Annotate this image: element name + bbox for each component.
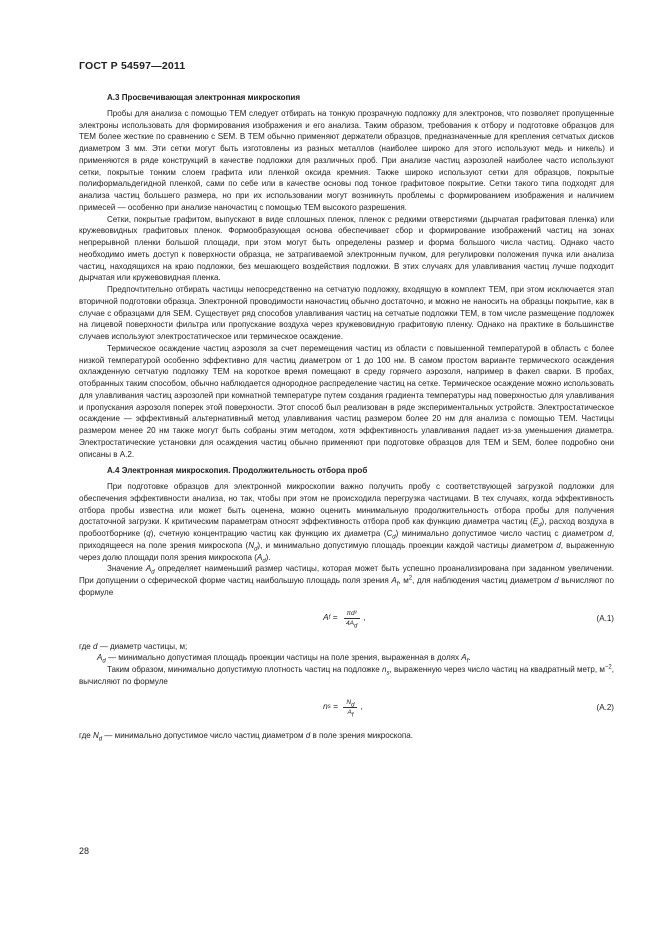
paragraph: Таким образом, минимально допустимую плотность частиц на подложке $n_s$, выраженную через число частиц на квадратный метр, $м^{-2}$, вычисляют по формуле	[79, 664, 614, 686]
document-header: ГОСТ Р 54597—2011	[79, 60, 186, 72]
paragraph: Сетки, покрытые графитом, выпускают в виде сплошных пленок, пленок с редкими отверстиями (дырчатая графитовая пленка) или кружевовидных графитовых пленок. Формообразующая основа обеспечивает сбор и формирование изображений частиц на зонах непрерывной пленки большой площади, при этом могут быть определены размер и форма большого числа частиц. Однако часто необходимо иметь доступ к поверхности образца, не затрагиваемой электронным пучком, для регулировки положения пучка или анализа частиц, находящихся на краю подложки, без мешающего воздействия подложки. В этих случаях для улавливания частиц лучше подходит дырчатая или кружевовидная пленка.	[79, 214, 614, 283]
definition: $A_d$ — минимально допустимая площадь проекции частицы на поле зрения, выраженная в долях $A_f$.	[97, 653, 471, 665]
definition: где d — диаметр частицы, м;	[79, 641, 188, 651]
formula-a2: n s = $\frac{N_d}{A_f}$ , (А.2)	[323, 698, 614, 718]
definition: где $N_d$ — минимально допустимое число частиц диаметром d в поле зрения микроскопа.	[79, 730, 413, 743]
paragraph: При подготовке образцов для электронной микроскопии важно получить пробу с соответствующей загрузкой подложки для обеспечения эффективности анализа, но так, чтобы при этом не происходила перегрузка частицами. В тех случаях, когда эффективность отбора пробы известна или может быть оценена, можно оценить минимальную продолжительность отбора пробы для получения достаточной загрузки. К критическим параметрам относят эффективность отбора проб как функцию диаметра частиц $(E_d)$, расход воздуха в пробоотборнике (q), счетную концентрацию частиц как функцию их диаметра $(C_d)$ минимально допустимое число частиц с диаметром d, приходящееся на поле зрения микроскопа $(N_d)$, и минимально допустимую площадь проекции каждой частицы диаметром d, выраженную через долю площади поля зрения микроскопа $(A_d)$.	[79, 482, 614, 565]
paragraph: Пробы для анализа с помощью ТЕМ следует отбирать на тонкую прозрачную подложку для электронов, что позволяет пропущенные электроны использовать для формирования изображения и его анализа. Таким образом, требования к отбору и подготовке образцов для ТЕМ более жесткие по сравнению с SEM. В ТЕМ обычно применяют держатели образцов, предназначенные для крепления сетчатых дисков диаметром 3 мм. Эти сетки могут быть изготовлены из разных металлов (наиболее широко для этого используют медь и никель) и применяются в ряде конструкций в качестве подложки для различных проб. При анализе частиц аэрозолей наиболее часто используют сетки, покрытые тонким слоем графита или пленкой оксида кремния. Также широко используют сетки для образцов, покрытые полиформальдегидной пленкой, сами по себе или в качестве основы под тонкое графитовое покрытие. Сетки такого типа подходят для анализа частиц большего размера, но при их использовании могут возникнуть проблемы с формированием изображения и наличием примесей — особенно при анализе наночастиц с помощью ТЕМ высокого разрешения.	[79, 108, 614, 212]
fraction: $\frac{\text{πd²}}{4A_d}$	[343, 609, 360, 628]
paragraph: Предпочтительно отбирать частицы непосредственно на сетчатую подложку, входящую в комплект ТЕМ, при этом исключается этап вторичной подготовки образца. Электронной проводимости наночастиц обычно достаточно, и можно не наносить на образцы покрытие, как в случае с образцами для SEM. Существует ряд способов улавливания частиц на сетчатые подложки ТЕМ, в том числе размещение подложек на лицевой поверхности фильтра или пропускание воздуха через кружевовидную графитовую пленку. Однако на практике в большинстве случаев используют электростатическое или термическое осаждение.	[79, 285, 614, 341]
section-heading-a3: А.3 Просвечивающая электронная микроскопия	[107, 93, 301, 102]
document-body	[79, 92, 614, 741]
fraction: $\frac{N_d}{A_f}$	[343, 698, 357, 717]
page-number: 28	[79, 846, 90, 856]
formula-a1: A f = $\frac{\text{πd²}}{4A_d}$ , (А.1)	[323, 609, 614, 629]
paragraph: Термическое осаждение частиц аэрозоля за счет перемещения частиц из области с повышенной температурой в область с более низкой температурой особенно эффективно для частиц диаметром от 1 до 100 нм. В самом простом варианте термического осаждения охлажденную сетчатую подложку ТЕМ на короткое время помещают в среду горячего аэрозоля, например в факел сварки. В пробах, отобранных таким способом, обычно наблюдается однородное распределение частиц на сетке. Термическое осаждение можно использовать для улавливания частиц аэрозолей при комнатной температуре путем создания градиента температуры над поверхностью для улавливания и пропускания аэрозоля поперек этой поверхности. Этот способ был реализован в ряде экспериментальных устройств. Электростатическое осаждение — эффективный альтернативный метод улавливания частиц размером более 20 нм для анализа с помощью ТЕМ. Частицы размером менее 20 нм также могут быть собраны этим методом, хотя эффективность улавливания падает из-за уменьшения диаметра. Электростатические установки для осаждения частиц обычно применяют при подготовке образцов для ТЕМ и SEM, более подробно они описаны в А.2.	[79, 343, 614, 459]
formula-number: (А.2)	[596, 702, 614, 712]
formula-number: (А.1)	[596, 613, 614, 623]
section-heading-a4: А.4 Электронная микроскопия. Продолжительность отбора проб	[107, 466, 368, 476]
paragraph: Значение $A_d$ определяет наименьший размер частицы, которая может быть успешно проанализирована при заданном увеличении. При допущении о сферической форме частиц наибольшую площадь поля зрения $A_f$, $м^2$, для наблюдения частиц диаметром d вычисляют по формуле	[79, 564, 615, 597]
